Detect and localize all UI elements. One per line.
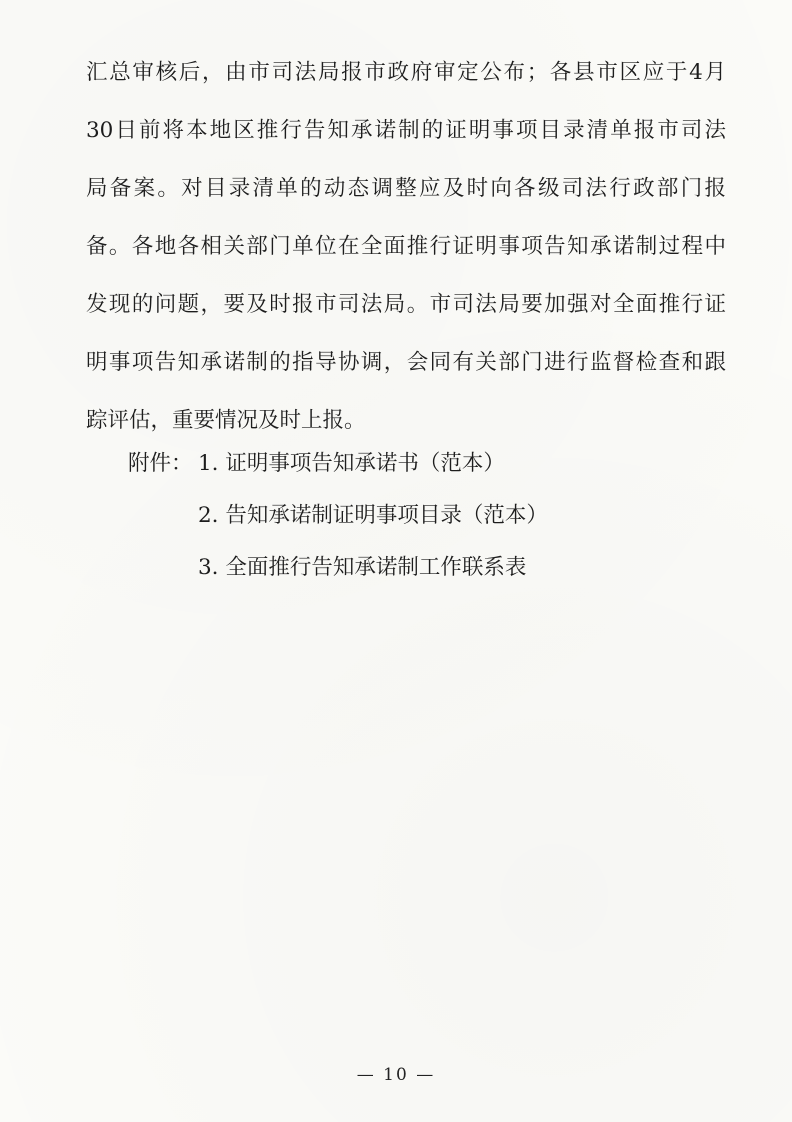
paragraph-line: 发现的问题，要及时报市司法局。市司法局要加强对全面推行证 [86,292,726,317]
attachment-row [128,438,648,490]
attachment-row [128,542,648,594]
attachment-row [128,490,648,542]
attachment-item: 3. 全面推行告知承诺制工作联系表 [198,555,527,580]
paragraph-line: 踪评估，重要情况及时上报。 [86,408,366,433]
paragraph-line: 局备案。对目录清单的动态调整应及时向各级司法行政部门报 [86,176,726,201]
attachments-label: 附件： [128,451,193,476]
attachment-item: 2. 告知承诺制证明事项目录（范本） [198,503,548,528]
body-paragraph [86,44,726,450]
paragraph-line: 汇总审核后，由市司法局报市政府审定公布；各县市区应于4月 [86,60,726,85]
page-number: — 10 — [356,1065,436,1085]
paragraph-line: 30日前将本地区推行告知承诺制的证明事项目录清单报市司法 [86,118,726,143]
attachments-list [128,438,648,594]
paragraph-line: 备。各地各相关部门单位在全面推行证明事项告知承诺制过程中 [86,234,726,259]
paragraph-line: 明事项告知承诺制的指导协调，会同有关部门进行监督检查和跟 [86,350,726,375]
attachment-item: 1. 证明事项告知承诺书（范本） [198,451,505,476]
